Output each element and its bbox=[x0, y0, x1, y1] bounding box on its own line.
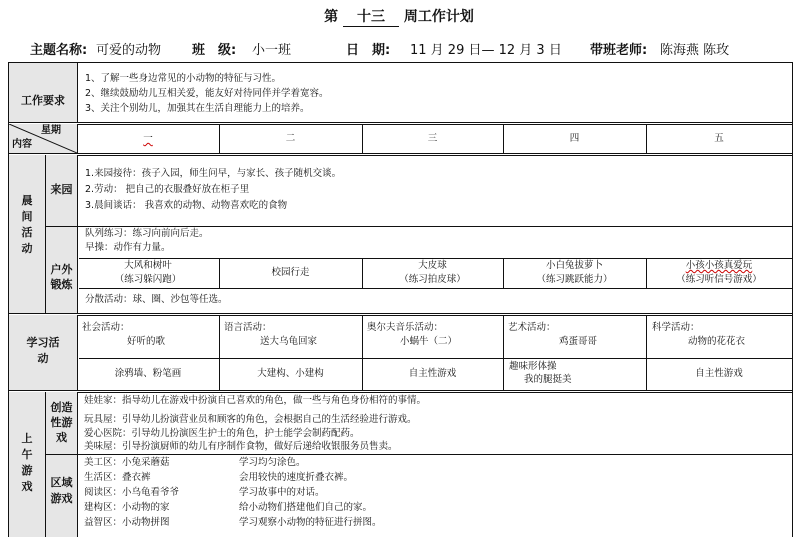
title-suffix: 周工作计划 bbox=[403, 9, 474, 25]
day-fri: 五 bbox=[714, 133, 724, 144]
area-goal: 学习观察小动物的特征进行拼图。 bbox=[239, 517, 382, 528]
day-tue: 二 bbox=[285, 133, 296, 144]
outdoor-line-2: 早操：动作有力量。 bbox=[85, 242, 171, 253]
game-name: 小孩小孩真爱玩 bbox=[685, 260, 753, 271]
morning-label: 晨间活动 bbox=[21, 194, 33, 255]
teacher-value: 陈海燕 陈玫 bbox=[660, 43, 730, 58]
free-play: 分散活动：球、圈、沙包等任选。 bbox=[85, 294, 228, 305]
arrival-line-3: 3.晨间谈话： 我喜欢的动物、动物喜欢吃的食物 bbox=[85, 200, 288, 211]
lesson-subject: 社会活动： bbox=[82, 322, 130, 333]
game-goal: （练习拍皮球） bbox=[399, 274, 466, 285]
creative-line: 娃娃家：指导幼儿在游戏中扮演自己喜欢的角色，做一些与角色身份相符的事情。 bbox=[84, 395, 427, 406]
theme-value: 可爱的动物 bbox=[96, 43, 162, 58]
weekly-plan-table bbox=[8, 62, 793, 537]
content-label: 内容 bbox=[12, 139, 32, 150]
game-goal: （练习听信号游戏） bbox=[676, 274, 762, 285]
study-extra: 自主性游戏 bbox=[695, 368, 743, 379]
study-extra-sub: 我的腿挺美 bbox=[524, 374, 572, 385]
game-name: 大皮球 bbox=[418, 260, 447, 271]
area-goal: 学习均匀涂色。 bbox=[239, 457, 306, 468]
area-name: 美工区：小兔采蘑菇 bbox=[84, 457, 170, 468]
game-goal: （练习跳跃能力） bbox=[536, 274, 613, 285]
area-label: 区域游戏 bbox=[50, 476, 73, 505]
area-goal: 学习故事中的对话。 bbox=[239, 487, 325, 498]
day-thu: 四 bbox=[569, 133, 580, 144]
requirement-3: 3、关注个别幼儿，加强其在生活自理能力上的培养。 bbox=[85, 103, 310, 114]
area-name: 生活区：叠衣裤 bbox=[84, 472, 151, 483]
outdoor-line-1: 队列练习：练习向前向后走。 bbox=[85, 228, 209, 239]
requirement-1: 1、了解一些身边常见的小动物的特征与习性。 bbox=[85, 73, 282, 84]
lesson-subject: 艺术活动： bbox=[508, 322, 556, 333]
creative-line: 玩具屋：引导幼儿扮演营业员和顾客的角色，会根据自己的生活经验进行游戏。 bbox=[84, 414, 417, 425]
teacher-label: 带班老师: bbox=[590, 43, 648, 58]
area-name: 建构区：小动物的家 bbox=[84, 502, 170, 513]
area-goal: 给小动物们搭建他们自己的家。 bbox=[239, 502, 373, 513]
creative-line: 爱心医院：引导幼儿扮演医生护士的角色，护士能学会制药配药。 bbox=[84, 428, 360, 439]
lesson-topic: 好听的歌 bbox=[127, 336, 166, 347]
game-name: 校园行走 bbox=[271, 267, 310, 278]
class-label: 班 级: bbox=[192, 43, 237, 58]
requirement-2: 2、继续鼓励幼儿互相关爱，能友好对待同伴并学着宽容。 bbox=[85, 88, 329, 99]
area-goal: 会用较快的速度折叠衣裤。 bbox=[239, 472, 354, 483]
game-name: 大风和树叶 bbox=[124, 260, 172, 271]
day-mon: 一 bbox=[143, 133, 153, 144]
game-goal: （练习躲闪跑） bbox=[114, 274, 182, 285]
page-title bbox=[0, 6, 798, 27]
lesson-subject: 奥尔夫音乐活动： bbox=[367, 322, 444, 333]
week-label: 星期 bbox=[41, 125, 61, 136]
theme-label: 主题名称: bbox=[30, 43, 88, 58]
study-extra: 自主性游戏 bbox=[408, 368, 457, 379]
area-name: 益智区：小动物拼图 bbox=[84, 517, 170, 528]
lesson-topic: 鸡蛋哥哥 bbox=[559, 336, 598, 347]
lesson-subject: 科学活动： bbox=[652, 322, 700, 333]
week-number: 十三 bbox=[343, 6, 399, 27]
creative-label: 创造性游戏 bbox=[50, 401, 73, 444]
requirements-label: 工作要求 bbox=[21, 94, 65, 107]
day-wed: 三 bbox=[427, 133, 438, 144]
lesson-topic: 送大乌龟回家 bbox=[260, 336, 318, 347]
lesson-subject: 语言活动： bbox=[224, 322, 272, 333]
date-value: 11 月 29 日— 12 月 3 日 bbox=[410, 43, 562, 58]
title-prefix: 第 bbox=[324, 9, 339, 25]
lesson-topic: 小蜗牛（二） bbox=[400, 336, 458, 347]
study-extra: 大建构、小建构 bbox=[257, 368, 324, 379]
arrival-line-1: 1.来园接待：孩子入园，师生问早，与家长、孩子随机交谈。 bbox=[85, 168, 342, 179]
game-name: 小白兔拔萝卜 bbox=[545, 260, 603, 271]
study-extra: 趣味形体操 bbox=[509, 361, 557, 372]
class-value: 小一班 bbox=[252, 43, 292, 58]
outdoor-label: 户外锻炼 bbox=[50, 263, 73, 291]
morning-games-label: 上午游戏 bbox=[21, 432, 33, 493]
area-name: 阅读区：小乌龟看爷爷 bbox=[84, 487, 180, 498]
creative-line: 美味屋：引导扮演厨师的幼儿有序制作食物，做好后递给收银服务员售卖。 bbox=[84, 441, 398, 452]
arrival-line-2: 2.劳动： 把自己的衣服叠好放在柜子里 bbox=[85, 184, 250, 195]
lesson-topic: 动物的花花衣 bbox=[688, 336, 746, 347]
arrival-label: 来园 bbox=[50, 183, 73, 196]
study-label: 学习活动 bbox=[26, 336, 60, 365]
date-label: 日 期: bbox=[346, 43, 391, 58]
study-extra: 涂鸦墙、粉笔画 bbox=[114, 368, 182, 379]
